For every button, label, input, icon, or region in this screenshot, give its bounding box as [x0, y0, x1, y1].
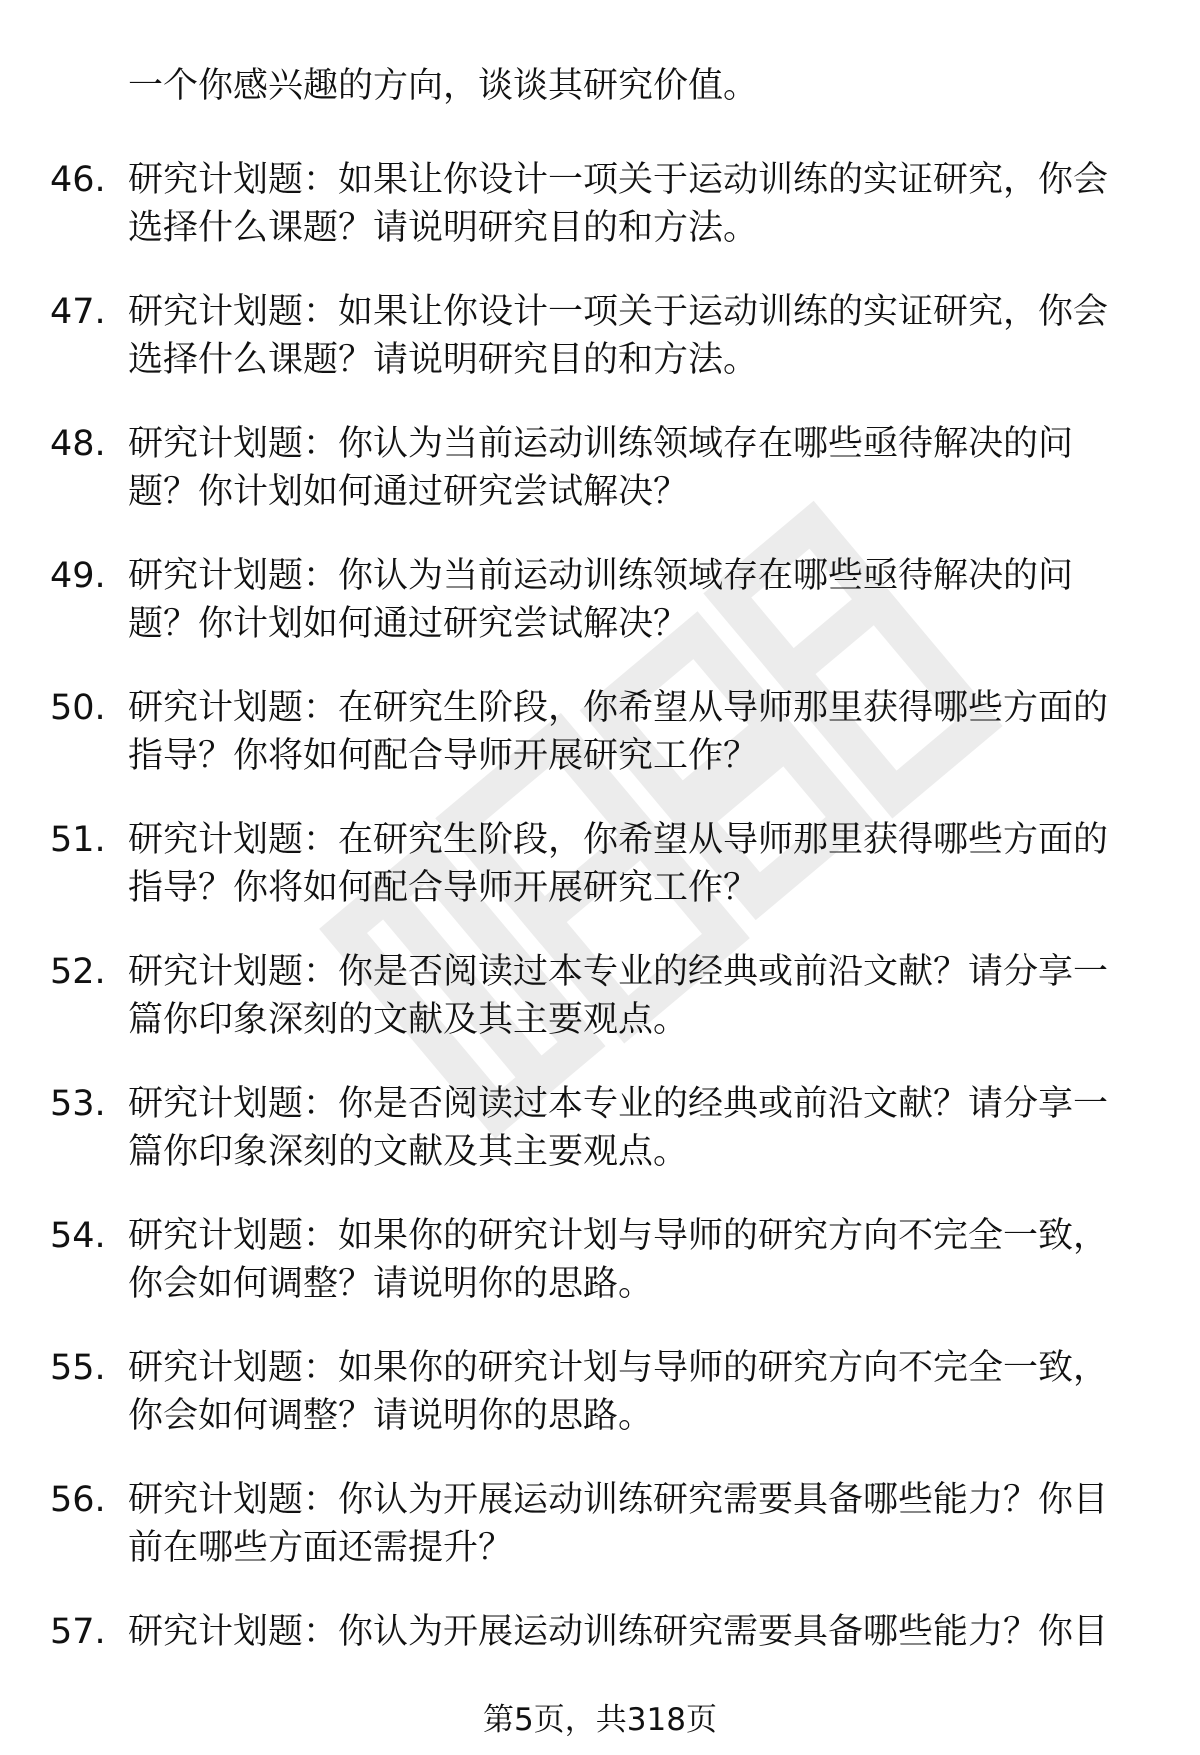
list-item [0, 1476, 1200, 1608]
question-number: 47. [50, 292, 106, 332]
continuation-text: 一个你感兴趣的方向，谈谈其研究价值。 [128, 66, 759, 106]
list-item [0, 1344, 1200, 1476]
question-line: 选择什么课题？请说明研究目的和方法。 [128, 340, 759, 380]
question-line: 你会如何调整？请说明你的思路。 [128, 1396, 654, 1436]
list-item [0, 156, 1200, 288]
question-number: 55. [50, 1348, 106, 1388]
question-line: 研究计划题：如果你的研究计划与导师的研究方向不完全一致， [128, 1348, 1109, 1388]
question-line: 篇你印象深刻的文献及其主要观点。 [128, 1132, 689, 1172]
page-footer: 第5页，共318页 [483, 1702, 717, 1738]
question-line: 研究计划题：在研究生阶段，你希望从导师那里获得哪些方面的 [128, 820, 1109, 860]
question-line: 研究计划题：你是否阅读过本专业的经典或前沿文献？请分享一 [128, 1084, 1109, 1124]
question-text [128, 288, 1138, 384]
question-text [128, 552, 1138, 648]
question-line: 篇你印象深刻的文献及其主要观点。 [128, 1000, 689, 1040]
question-number: 53. [50, 1084, 106, 1124]
question-text [128, 420, 1138, 516]
question-line: 题？你计划如何通过研究尝试解决？ [128, 604, 689, 644]
question-number: 50. [50, 688, 106, 728]
question-text [128, 816, 1138, 912]
question-number: 54. [50, 1216, 106, 1256]
question-line: 选择什么课题？请说明研究目的和方法。 [128, 208, 759, 248]
question-line: 题？你计划如何通过研究尝试解决？ [128, 472, 689, 512]
question-text [128, 156, 1138, 252]
list-item [0, 1080, 1200, 1212]
question-text [128, 684, 1138, 780]
question-text [128, 1212, 1138, 1308]
question-number: 57. [50, 1612, 106, 1652]
list-item [0, 552, 1200, 684]
question-line: 研究计划题：你认为当前运动训练领域存在哪些亟待解决的问 [128, 556, 1074, 596]
question-line: 研究计划题：如果让你设计一项关于运动训练的实证研究，你会 [128, 292, 1109, 332]
question-number: 51. [50, 820, 106, 860]
question-text [128, 1608, 1138, 1656]
list-item [0, 420, 1200, 552]
question-line: 研究计划题：如果你的研究计划与导师的研究方向不完全一致， [128, 1216, 1109, 1256]
question-line: 指导？你将如何配合导师开展研究工作？ [128, 868, 759, 908]
question-number: 46. [50, 160, 106, 200]
question-list [0, 156, 1200, 1740]
question-line: 指导？你将如何配合导师开展研究工作？ [128, 736, 759, 776]
list-item [0, 948, 1200, 1080]
list-item [0, 288, 1200, 420]
question-line: 研究计划题：你认为当前运动训练领域存在哪些亟待解决的问 [128, 424, 1074, 464]
question-line: 研究计划题：如果让你设计一项关于运动训练的实证研究，你会 [128, 160, 1109, 200]
question-text [128, 1344, 1138, 1440]
question-text [128, 1080, 1138, 1176]
list-item [0, 1212, 1200, 1344]
question-line: 研究计划题：你认为开展运动训练研究需要具备哪些能力？你目 [128, 1612, 1109, 1652]
question-line: 研究计划题：你是否阅读过本专业的经典或前沿文献？请分享一 [128, 952, 1109, 992]
question-number: 49. [50, 556, 106, 596]
question-line: 研究计划题：在研究生阶段，你希望从导师那里获得哪些方面的 [128, 688, 1109, 728]
question-line: 前在哪些方面还需提升？ [128, 1528, 514, 1568]
question-text [128, 948, 1138, 1044]
question-line: 你会如何调整？请说明你的思路。 [128, 1264, 654, 1304]
question-line: 研究计划题：你认为开展运动训练研究需要具备哪些能力？你目 [128, 1480, 1109, 1520]
list-item [0, 816, 1200, 948]
question-number: 56. [50, 1480, 106, 1520]
question-text [128, 1476, 1138, 1572]
question-number: 52. [50, 952, 106, 992]
question-number: 48. [50, 424, 106, 464]
list-item [0, 684, 1200, 816]
